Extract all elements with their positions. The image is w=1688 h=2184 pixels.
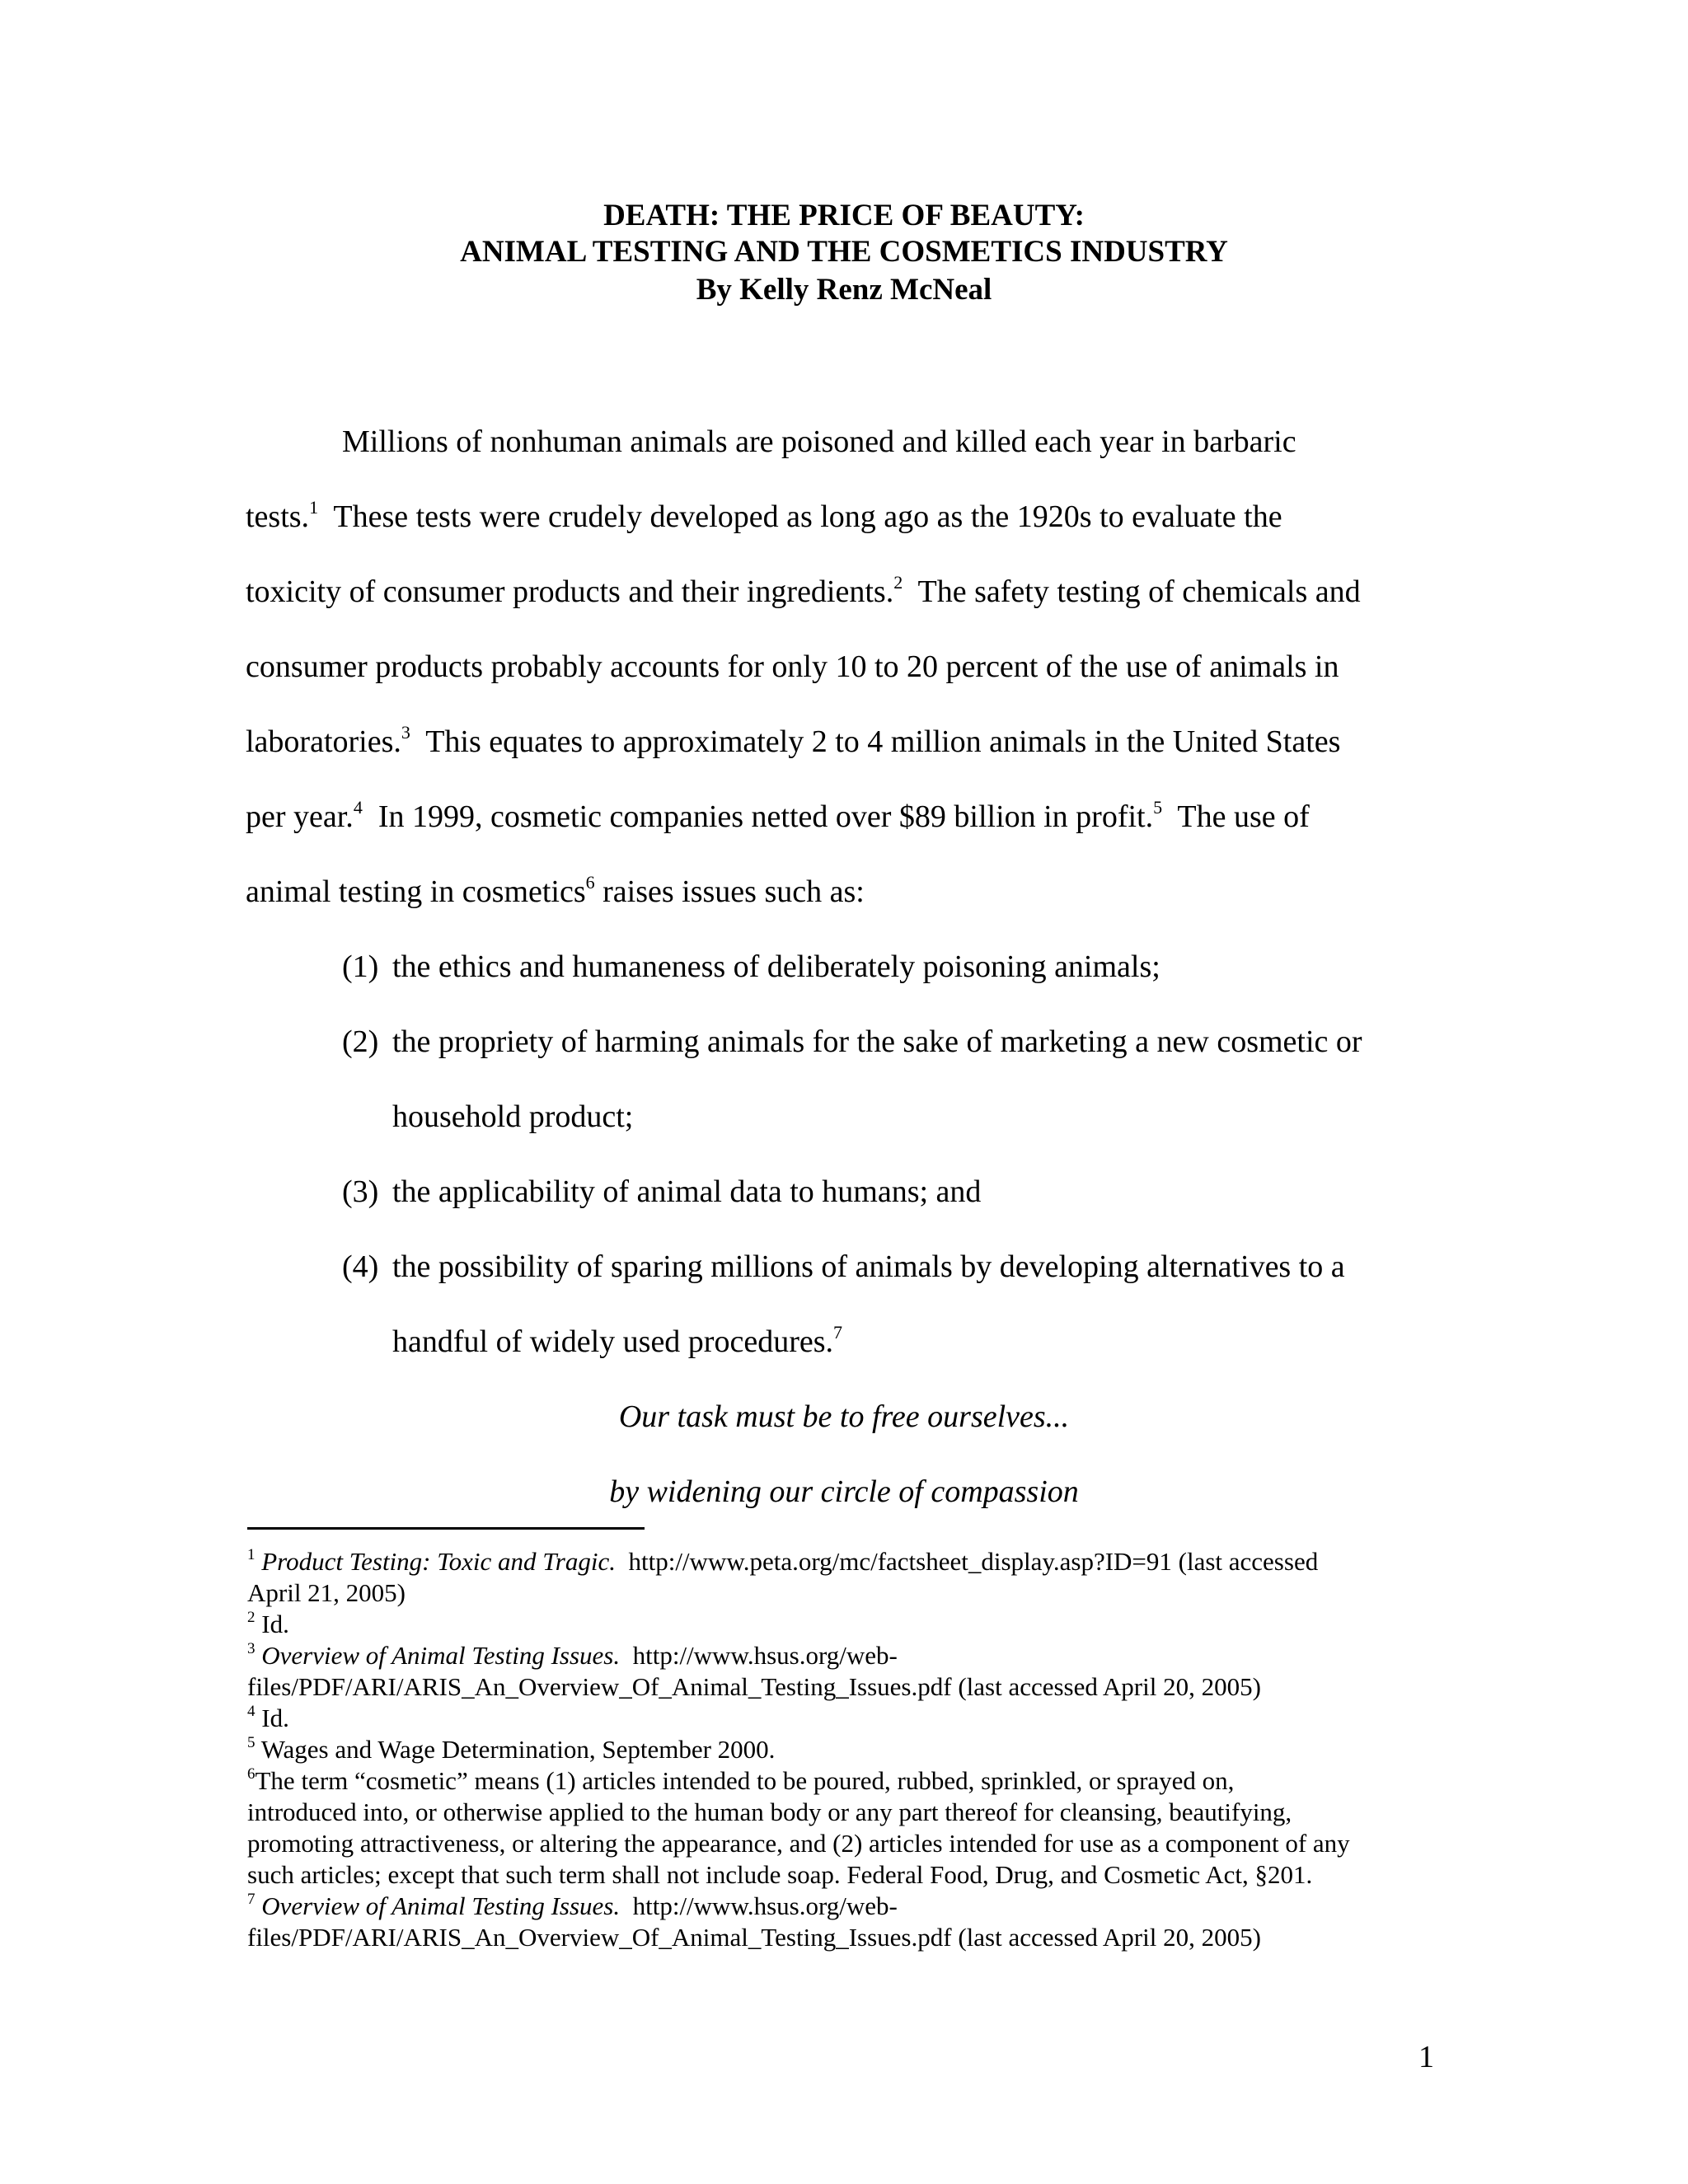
footnote-ref: 2 (893, 572, 903, 593)
footnote-4 (247, 1703, 289, 1734)
footnote-7-cont: files/PDF/ARI/ARIS_An_Overview_Of_Animal_Testing_Issues.pdf (last accessed April 20, 2005) (247, 1923, 1261, 1952)
body-text: laboratories. (246, 724, 401, 759)
footnote-6 (247, 1765, 1234, 1797)
body-line (246, 872, 865, 912)
list-item-text: the applicability of animal data to humans; and (392, 1174, 982, 1209)
list-item-text: household product; (392, 1099, 634, 1134)
footnote-2 (247, 1609, 289, 1640)
footnote-mark: 1 (247, 1546, 256, 1563)
footnote-text: Wages and Wage Determination, September 2000. (260, 1735, 776, 1764)
body-text: animal testing in cosmetics (246, 874, 586, 909)
footnote-text: http://www.peta.org/mc/factsheet_display.asp?ID=91 (last accessed (615, 1547, 1319, 1576)
footnote-text: Id. (261, 1704, 289, 1732)
list-item-number: (4) (342, 1249, 379, 1284)
footnote-1-cont: April 21, 2005) (247, 1578, 406, 1607)
footnote-title: Overview of Animal Testing Issues. (261, 1891, 621, 1920)
quote-line-1: Our task must be to free ourselves... (618, 1399, 1070, 1434)
list-item-number: (1) (342, 949, 379, 984)
footnote-6-cont: promoting attractiveness, or altering the appearance, and (2) articles intended for use as a component of any (247, 1829, 1350, 1858)
author-byline: By Kelly Renz McNeal (696, 273, 992, 307)
footnote-ref: 1 (309, 497, 319, 518)
footnote-text: Id. (261, 1610, 289, 1638)
body-text: tests. (246, 499, 310, 534)
footnote-title: Overview of Animal Testing Issues. (261, 1641, 621, 1670)
body-text: These tests were crudely developed as long ago as the 1920s to evaluate the (318, 499, 1282, 534)
list-item-number: (2) (342, 1024, 379, 1059)
title-line-2: ANIMAL TESTING AND THE COSMETICS INDUSTRY (460, 235, 1228, 269)
list-item-text-span: handful of widely used procedures. (392, 1324, 834, 1359)
body-text: raises issues such as: (594, 874, 865, 909)
list-item-text: the possibility of sparing millions of animals by developing alternatives to a (392, 1249, 1345, 1284)
footnote-mark: 3 (247, 1640, 256, 1657)
footnote-3-cont: files/PDF/ARI/ARIS_An_Overview_Of_Animal_Testing_Issues.pdf (last accessed April 20, 2005) (247, 1672, 1261, 1701)
quote-line-2: by widening our circle of compassion (609, 1474, 1079, 1509)
body-line (246, 722, 1340, 762)
list-item-number: (3) (342, 1174, 379, 1209)
footnote-6-cont: such articles; except that such term shall not include soap. Federal Food, Drug, and Cosmetic Act, §201. (247, 1860, 1313, 1889)
body-text: This equates to approximately 2 to 4 million animals in the United States (410, 724, 1341, 759)
list-item-text (392, 1322, 842, 1361)
footnote-ref: 5 (1153, 797, 1163, 818)
footnote-title: Product Testing: Toxic and Tragic. (261, 1547, 616, 1576)
footnote-separator (247, 1527, 645, 1530)
body-text: The safety testing of chemicals and (903, 574, 1361, 609)
footnote-text: http://www.hsus.org/web- (620, 1641, 898, 1670)
footnote-ref: 6 (585, 872, 595, 893)
footnote-ref: 3 (401, 722, 410, 743)
body-text: Millions of nonhuman animals are poisoned and killed each year in barbaric (342, 424, 1296, 459)
footnote-text: http://www.hsus.org/web- (620, 1891, 898, 1920)
body-line (246, 647, 1339, 687)
list-item-text: the propriety of harming animals for the sake of marketing a new cosmetic or (392, 1024, 1362, 1059)
body-text: toxicity of consumer products and their ingredients. (246, 574, 894, 609)
list-item-text: the ethics and humaneness of deliberately poisoning animals; (392, 949, 1160, 984)
title-line-1: DEATH: THE PRICE OF BEAUTY: (603, 199, 1085, 232)
body-text: consumer products probably accounts for only 10 to 20 percent of the use of animals in (246, 649, 1339, 684)
body-line (246, 572, 1361, 612)
body-line (342, 422, 1296, 462)
footnote-text: The term “cosmetic” means (1) articles intended to be poured, rubbed, sprinkled, or sprayed on, (255, 1766, 1235, 1795)
footnote-ref: 7 (833, 1322, 843, 1343)
body-text: The use of (1162, 799, 1310, 834)
footnote-6-cont: introduced into, or otherwise applied to the human body or any part thereof for cleansing, beautifying, (247, 1797, 1292, 1826)
footnote-3 (247, 1640, 898, 1671)
footnote-ref: 4 (353, 797, 363, 818)
body-line (246, 797, 1310, 837)
footnote-mark: 6 (247, 1765, 256, 1783)
footnote-5 (247, 1734, 775, 1765)
page-number: 1 (1418, 2040, 1434, 2074)
footnote-mark: 2 (247, 1609, 256, 1626)
footnote-7 (247, 1891, 898, 1922)
body-text: per year. (246, 799, 354, 834)
footnote-1 (247, 1546, 1318, 1577)
footnote-mark: 5 (247, 1734, 256, 1751)
footnote-mark: 4 (247, 1703, 256, 1720)
body-line (246, 497, 1282, 537)
body-text: In 1999, cosmetic companies netted over $89 billion in profit. (362, 799, 1154, 834)
footnote-mark: 7 (247, 1891, 256, 1908)
